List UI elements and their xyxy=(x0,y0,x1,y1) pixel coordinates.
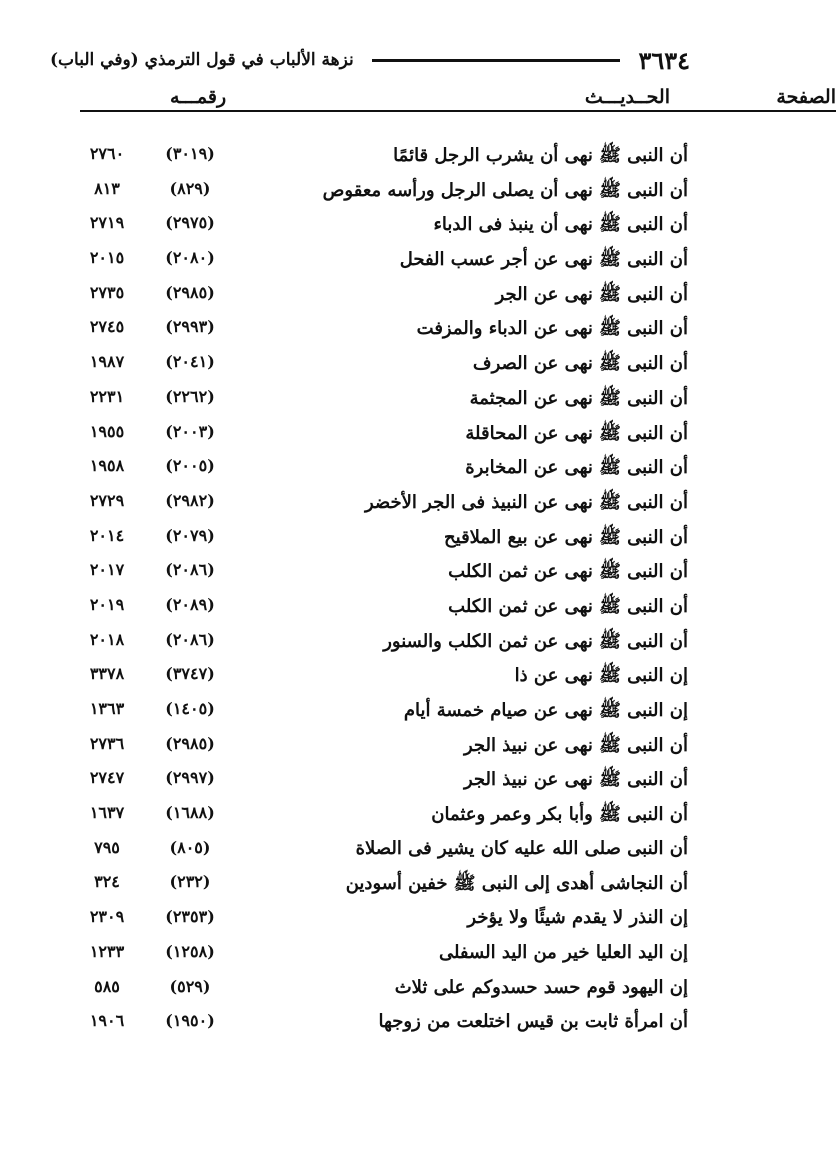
hadith-number: (٢٩٩٣) xyxy=(165,317,215,337)
page-reference: ٨١٣ xyxy=(94,178,120,198)
hadith-number: (٢٣٢) xyxy=(169,872,211,892)
page-reference: ٢٠١٥ xyxy=(89,248,125,268)
hadith-number: (٢٩٧٥) xyxy=(165,213,215,233)
hadith-text: أن امرأة ثابت بن قيس اختلعت من زوجها xyxy=(378,1011,688,1033)
page-reference: ١٢٣٣ xyxy=(89,941,125,961)
page-reference: ٣٢٤ xyxy=(94,872,120,892)
hadith-text: إن النبى ﷺ نهى عن ذا xyxy=(514,665,688,687)
index-row xyxy=(0,626,756,661)
page-reference: ٢٠١٨ xyxy=(89,629,125,649)
hadith-text: إن اليد العليا خير من اليد السفلى xyxy=(438,941,688,963)
hadith-number: (٢٩٨٢) xyxy=(165,490,215,510)
hadith-text: أن النبى ﷺ نهى عن نبيذ الجر xyxy=(463,734,688,756)
index-row xyxy=(0,834,756,869)
index-row xyxy=(0,140,756,175)
header-rule xyxy=(372,59,621,62)
hadith-number: (٢٢٦٢) xyxy=(165,386,215,406)
page-reference: ٢٠١٧ xyxy=(89,560,125,580)
page-reference: ٢٣٠٩ xyxy=(89,907,125,927)
column-header-hadith: الحــديـــث xyxy=(585,86,670,112)
hadith-number: (٢٠٠٣) xyxy=(165,421,215,441)
index-row xyxy=(0,313,756,348)
index-row xyxy=(0,418,756,453)
page-reference: ٢٧٢٩ xyxy=(89,490,125,510)
page-number: ٣٦٣٤ xyxy=(638,45,690,75)
hadith-number: (٥٢٩) xyxy=(169,976,211,996)
book-title: نزهة الألباب في قول الترمذي (وفي الباب) xyxy=(50,50,354,70)
hadith-text: أن النبى ﷺ نهى عن ثمن الكلب xyxy=(448,561,688,583)
hadith-text: أن النبى ﷺ نهى عن الدباء والمزفت xyxy=(416,318,688,340)
index-row xyxy=(0,522,756,557)
index-row xyxy=(0,903,756,938)
hadith-text: إن النبى ﷺ نهى عن صيام خمسة أيام xyxy=(403,700,688,721)
index-row xyxy=(0,660,756,695)
hadith-text: أن النبى ﷺ نهى عن النبيذ فى الجر الأخضر xyxy=(364,491,688,513)
page-reference: ١٦٣٧ xyxy=(89,803,125,823)
hadith-text: أن النبى ﷺ نهى عن بيع الملاقيح xyxy=(444,526,688,548)
hadith-text: إن اليهود قوم حسد حسدوكم على ثلاث xyxy=(394,976,688,998)
column-header-number: رقمـــه xyxy=(170,86,226,112)
hadith-number: (٢٠٨٠) xyxy=(165,248,215,268)
hadith-text: أن النبى صلى الله عليه كان يشير فى الصلاة xyxy=(355,837,688,859)
hadith-text: أن النبى ﷺ وأبا بكر وعمر وعثمان xyxy=(431,804,688,826)
hadith-text: أن النجاشى أهدى إلى النبى ﷺ خفين أسودين xyxy=(345,873,688,895)
hadith-number: (٣٧٤٧) xyxy=(165,664,215,684)
hadith-text: أن النبى ﷺ نهى عن الصرف xyxy=(472,353,688,375)
page-reference: ٢٧٤٥ xyxy=(89,317,125,337)
hadith-text: أن النبى ﷺ نهى أن يصلى الرجل ورأسه معقوص xyxy=(322,179,688,201)
hadith-number: (٢٠٤١) xyxy=(165,352,215,372)
page-reference: ١٩٥٨ xyxy=(89,456,125,476)
index-row xyxy=(0,799,756,834)
hadith-text: أن النبى ﷺ نهى عن المجثمة xyxy=(469,387,688,409)
hadith-number: (٢٠٨٦) xyxy=(165,629,215,649)
index-row xyxy=(0,868,756,903)
hadith-text: أن النبى ﷺ نهى أن يشرب الرجل قائمًا xyxy=(393,145,688,166)
hadith-number: (٢٩٨٥) xyxy=(165,282,215,302)
hadith-number: (٢٠٧٩) xyxy=(165,525,215,545)
hadith-number: (٢٩٩٧) xyxy=(165,768,215,788)
page-reference: ٢٧٤٧ xyxy=(89,768,125,788)
page-reference: ٣٣٧٨ xyxy=(89,664,125,684)
hadith-index-list xyxy=(0,140,756,1042)
index-row xyxy=(0,730,756,765)
hadith-number: (٢٩٨٥) xyxy=(165,733,215,753)
index-row xyxy=(0,209,756,244)
page-reference: ٢٧٦٠ xyxy=(89,144,125,163)
column-headers xyxy=(0,86,836,126)
hadith-number: (١٤٠٥) xyxy=(165,699,215,718)
page-reference: ٢٧٣٦ xyxy=(89,733,125,753)
hadith-number: (٢٠٠٥) xyxy=(165,456,215,476)
index-row xyxy=(0,973,756,1008)
page-reference: ١٩٠٦ xyxy=(89,1011,125,1031)
index-row xyxy=(0,348,756,383)
hadith-text: إن النذر لا يقدم شيئًا ولا يؤخر xyxy=(467,907,688,929)
index-row xyxy=(0,938,756,973)
hadith-number: (١٦٨٨) xyxy=(165,803,215,823)
page-reference: ٢٧٣٥ xyxy=(89,282,125,302)
hadith-number: (٨٢٩) xyxy=(169,178,211,198)
page-reference: ١٩٨٧ xyxy=(89,352,125,372)
index-row xyxy=(0,764,756,799)
index-row xyxy=(0,452,756,487)
hadith-text: أن النبى ﷺ نهى عن الجر xyxy=(495,283,688,305)
page-reference: ٢٧١٩ xyxy=(89,213,125,233)
hadith-text: أن النبى ﷺ نهى عن نبيذ الجر xyxy=(463,769,688,791)
page-reference: ٢٢٣١ xyxy=(89,386,125,406)
hadith-number: (٢٠٨٦) xyxy=(165,560,215,580)
column-header-page: الصفحة xyxy=(80,86,836,1160)
page-reference: ٧٩٥ xyxy=(94,837,120,857)
index-row xyxy=(0,244,756,279)
hadith-number: (٣٠١٩) xyxy=(165,144,215,163)
hadith-text: أن النبى ﷺ نهى عن المخابرة xyxy=(465,457,688,479)
hadith-text: أن النبى ﷺ نهى عن ثمن الكلب والسنور xyxy=(383,630,688,652)
hadith-text: أن النبى ﷺ نهى عن أجر عسب الفحل xyxy=(399,249,688,271)
hadith-number: (١٩٥٠) xyxy=(165,1011,215,1031)
page-reference: ٢٠١٤ xyxy=(89,525,125,545)
page-reference: ٢٠١٩ xyxy=(89,594,125,614)
hadith-text: أن النبى ﷺ نهى عن ثمن الكلب xyxy=(448,595,688,617)
index-row xyxy=(0,556,756,591)
index-row xyxy=(0,591,756,626)
index-row xyxy=(0,487,756,522)
hadith-text: أن النبى ﷺ نهى أن ينبذ فى الدباء xyxy=(433,214,688,236)
page-reference: ١٩٥٥ xyxy=(89,421,125,441)
hadith-number: (٨٠٥) xyxy=(169,837,211,857)
hadith-number: (١٢٥٨) xyxy=(165,941,215,961)
index-row xyxy=(0,279,756,314)
page-reference: ٥٨٥ xyxy=(94,976,120,996)
index-row xyxy=(0,1007,756,1042)
running-header xyxy=(50,40,690,80)
index-row xyxy=(0,695,756,730)
index-row xyxy=(0,383,756,418)
hadith-number: (٢٣٥٣) xyxy=(165,907,215,927)
hadith-text: أن النبى ﷺ نهى عن المحاقلة xyxy=(465,422,688,444)
index-row xyxy=(0,175,756,210)
page-reference: ١٣٦٣ xyxy=(89,699,125,718)
hadith-number: (٢٠٨٩) xyxy=(165,594,215,614)
